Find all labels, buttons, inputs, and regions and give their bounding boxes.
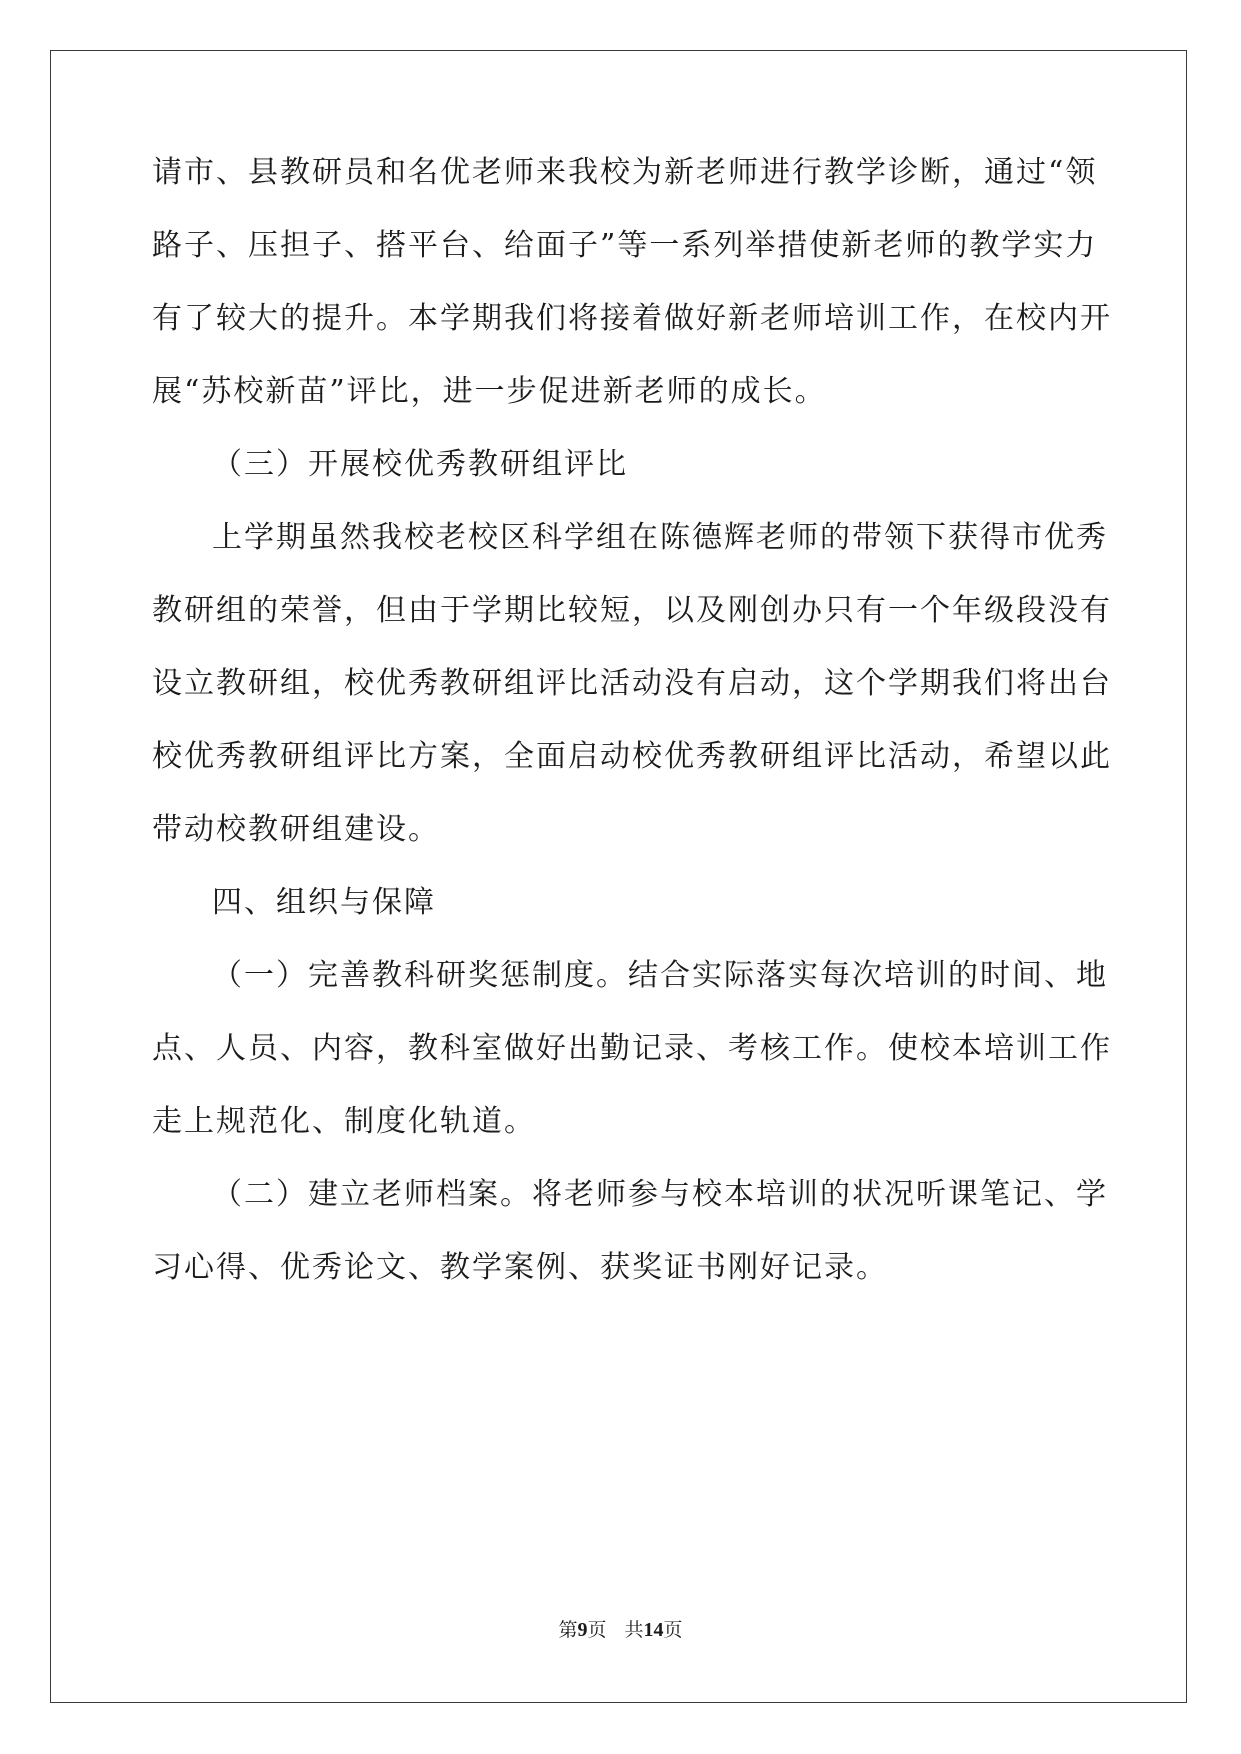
paragraph-line: 教研组的荣誉，但由于学期比较短，以及刚创办只有一个年级段没有 [152, 593, 1112, 628]
page-number: 9 [577, 1619, 588, 1641]
paragraph-line: （一）完善教科研奖惩制度。结合实际落实每次培训的时间、地 [212, 958, 1108, 993]
paragraph-line: 路子、压担子、搭平台、给面子”等一系列举措使新老师的教学实力 [152, 228, 1098, 263]
total-prefix: 共 [624, 1619, 644, 1641]
paragraph-line: （二）建立老师档案。将老师参与校本培训的状况听课笔记、学 [212, 1177, 1108, 1212]
section-heading: 四、组织与保障 [212, 885, 436, 920]
paragraph-line: 设立教研组，校优秀教研组评比活动没有启动，这个学期我们将出台 [152, 666, 1112, 701]
page-border [50, 50, 1187, 1703]
page-footer [0, 1618, 1241, 1642]
page-prefix: 第 [558, 1619, 578, 1641]
total-suffix: 页 [663, 1619, 683, 1641]
paragraph-line: 带动校教研组建设。 [152, 812, 440, 847]
total-pages: 14 [643, 1619, 664, 1641]
paragraph-line: 习心得、优秀论文、教学案例、获奖证书刚好记录。 [152, 1250, 888, 1285]
paragraph-line: 点、人员、内容，教科室做好出勤记录、考核工作。使校本培训工作 [152, 1031, 1112, 1066]
paragraph-line: 走上规范化、制度化轨道。 [152, 1104, 536, 1139]
paragraph-line: 有了较大的提升。本学期我们将接着做好新老师培训工作，在校内开 [152, 301, 1112, 336]
paragraph-line: 上学期虽然我校老校区科学组在陈德辉老师的带领下获得市优秀 [212, 520, 1108, 555]
paragraph-line: 校优秀教研组评比方案，全面启动校优秀教研组评比活动，希望以此 [152, 739, 1112, 774]
paragraph-line: 请市、县教研员和名优老师来我校为新老师进行教学诊断，通过“领 [152, 155, 1098, 190]
section-heading: （三）开展校优秀教研组评比 [212, 447, 628, 482]
page-suffix: 页 [587, 1619, 607, 1641]
paragraph-line: 展“苏校新苗”评比，进一步促进新老师的成长。 [152, 374, 827, 409]
